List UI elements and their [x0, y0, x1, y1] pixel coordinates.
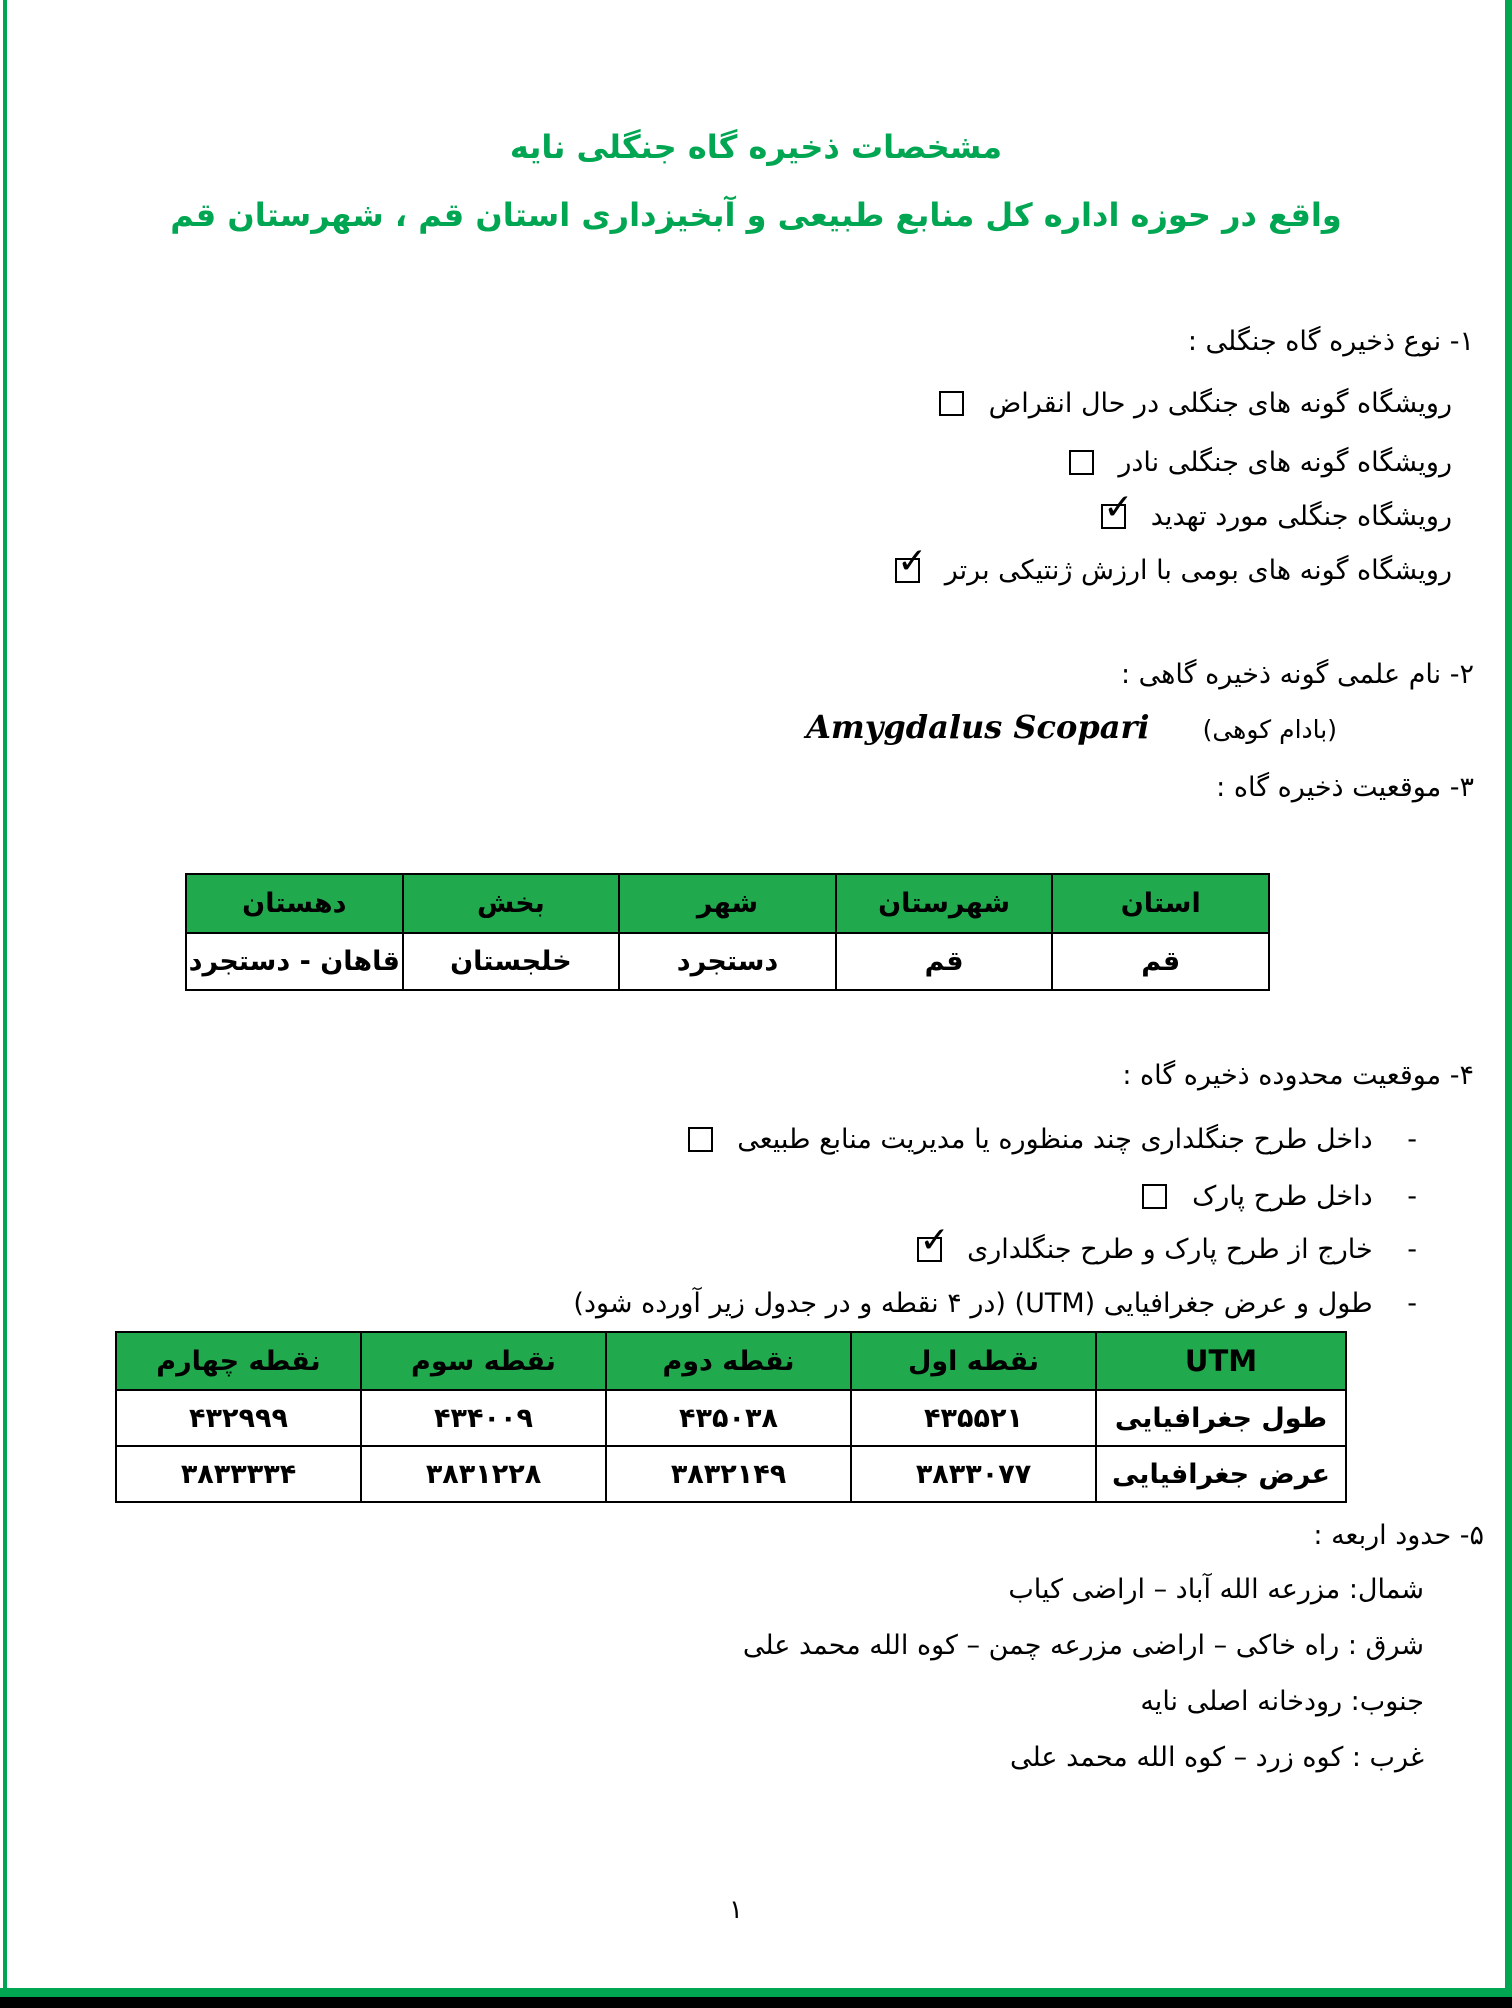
table-cell: دستجرد [619, 933, 836, 990]
document-title-line2: واقع در حوزه اداره کل منابع طبیعی و آبخیزداری استان قم ، شهرستان قم [170, 196, 1342, 234]
section2-heading: ۲- نام علمی گونه ذخیره گاهی : [1121, 659, 1474, 690]
check-mark-icon: ✓ [897, 541, 928, 582]
option-label: رویشگاه جنگلی مورد تهدید [1150, 501, 1452, 532]
page-frame-left-border [3, 0, 7, 1990]
document-title-line1: مشخصات ذخیره گاه جنگلی نایه [509, 128, 1003, 166]
reserve-type-option [895, 541, 1452, 591]
table-cell: قم [836, 933, 1053, 990]
table-header: UTM [1096, 1332, 1346, 1390]
dash-bullet: - [1407, 1288, 1417, 1319]
boundary-south: جنوب: رودخانه اصلی نایه [1140, 1686, 1424, 1717]
table-cell: ۴۳۲۹۹۹ [116, 1390, 361, 1446]
table-cell: ۴۳۴۰۰۹ [361, 1390, 606, 1446]
table-header: نقطه سوم [361, 1332, 606, 1390]
species-common-name: (بادام کوهی) [1202, 715, 1337, 744]
item-label: خارج از طرح پارک و طرح جنگلداری [967, 1234, 1373, 1265]
option-label: رویشگاه گونه های بومی با ارزش ژنتیکی برتر [944, 555, 1452, 586]
location-table [185, 873, 1270, 991]
section1-heading: ۱- نوع ذخیره گاه جنگلی : [1187, 326, 1474, 357]
dash-bullet: - [1407, 1181, 1417, 1212]
section3-heading: ۳- موقعیت ذخیره گاه : [1216, 772, 1474, 803]
utm-latitude-row [116, 1446, 1346, 1502]
boundary-east: شرق : راه خاکی – اراضی مزرعه چمن – کوه الله محمد علی [742, 1630, 1424, 1661]
item-label: داخل طرح پارک [1192, 1181, 1373, 1212]
checkbox-icon [895, 541, 928, 583]
table-header: شهر [619, 874, 836, 933]
boundary-item [688, 1120, 1417, 1160]
page-number: ۱ [729, 1895, 743, 1925]
reserve-type-option [1069, 443, 1452, 483]
checkbox-icon [1142, 1184, 1167, 1209]
species-scientific-name: Amygdalus Scopari [806, 708, 1150, 746]
location-table-row [186, 933, 1269, 990]
table-cell: ۳۸۳۲۱۴۹ [606, 1446, 851, 1502]
reserve-type-option [939, 384, 1452, 424]
location-table-header-row [186, 874, 1269, 933]
check-mark-icon: ✓ [919, 1220, 950, 1261]
table-header: دهستان [186, 874, 403, 933]
checkbox-icon [688, 1127, 713, 1152]
boundary-west: غرب : کوه زرد – کوه الله محمد علی [1009, 1742, 1424, 1773]
boundary-item [573, 1284, 1417, 1324]
item-label: طول و عرض جغرافیایی (UTM) (در ۴ نقطه و در جدول زیر آورده شود) [573, 1288, 1373, 1319]
checkbox-icon [939, 391, 964, 416]
section4-heading: ۴- موقعیت محدوده ذخیره گاه : [1122, 1060, 1474, 1091]
table-cell: خلجستان [403, 933, 620, 990]
table-cell: ۳۸۳۳۰۷۷ [851, 1446, 1096, 1502]
species-name-line [806, 708, 1337, 746]
section5-heading: ۵- حدود اربعه : [1313, 1520, 1484, 1551]
option-label: رویشگاه گونه های جنگلی در حال انقراض [988, 388, 1452, 419]
table-cell: قم [1052, 933, 1269, 990]
table-header: استان [1052, 874, 1269, 933]
dash-bullet: - [1407, 1124, 1417, 1155]
page-frame-bottom-black-bar [0, 1997, 1512, 2008]
table-cell: ۴۳۵۵۲۱ [851, 1390, 1096, 1446]
table-cell: ۳۸۳۱۲۲۸ [361, 1446, 606, 1502]
boundary-item [1142, 1177, 1417, 1217]
table-header: نقطه اول [851, 1332, 1096, 1390]
table-cell: عرض جغرافیایی [1096, 1446, 1346, 1502]
utm-coordinates-table [115, 1331, 1347, 1503]
table-header: نقطه دوم [606, 1332, 851, 1390]
table-cell: قاهان - دستجرد [186, 933, 403, 990]
item-label: داخل طرح جنگلداری چند منظوره یا مدیریت منابع طبیعی [737, 1124, 1373, 1155]
check-mark-icon: ✓ [1103, 487, 1134, 528]
checkbox-icon [917, 1220, 950, 1262]
table-cell: ۳۸۳۳۳۳۴ [116, 1446, 361, 1502]
table-cell: طول جغرافیایی [1096, 1390, 1346, 1446]
utm-table-header-row [116, 1332, 1346, 1390]
table-header: بخش [403, 874, 620, 933]
page-frame-bottom-green-bar [0, 1988, 1512, 1997]
table-header: شهرستان [836, 874, 1053, 933]
reserve-type-option [1101, 487, 1452, 537]
table-header: نقطه چهارم [116, 1332, 361, 1390]
checkbox-icon [1069, 450, 1094, 475]
boundary-item [917, 1220, 1417, 1270]
table-cell: ۴۳۵۰۳۸ [606, 1390, 851, 1446]
checkbox-icon [1101, 487, 1134, 529]
boundary-north: شمال: مزرعه الله آباد – اراضی کیاب [1008, 1574, 1424, 1605]
dash-bullet: - [1407, 1234, 1417, 1265]
utm-longitude-row [116, 1390, 1346, 1446]
option-label: رویشگاه گونه های جنگلی نادر [1118, 447, 1452, 478]
page-frame-right-border [1505, 0, 1512, 1990]
